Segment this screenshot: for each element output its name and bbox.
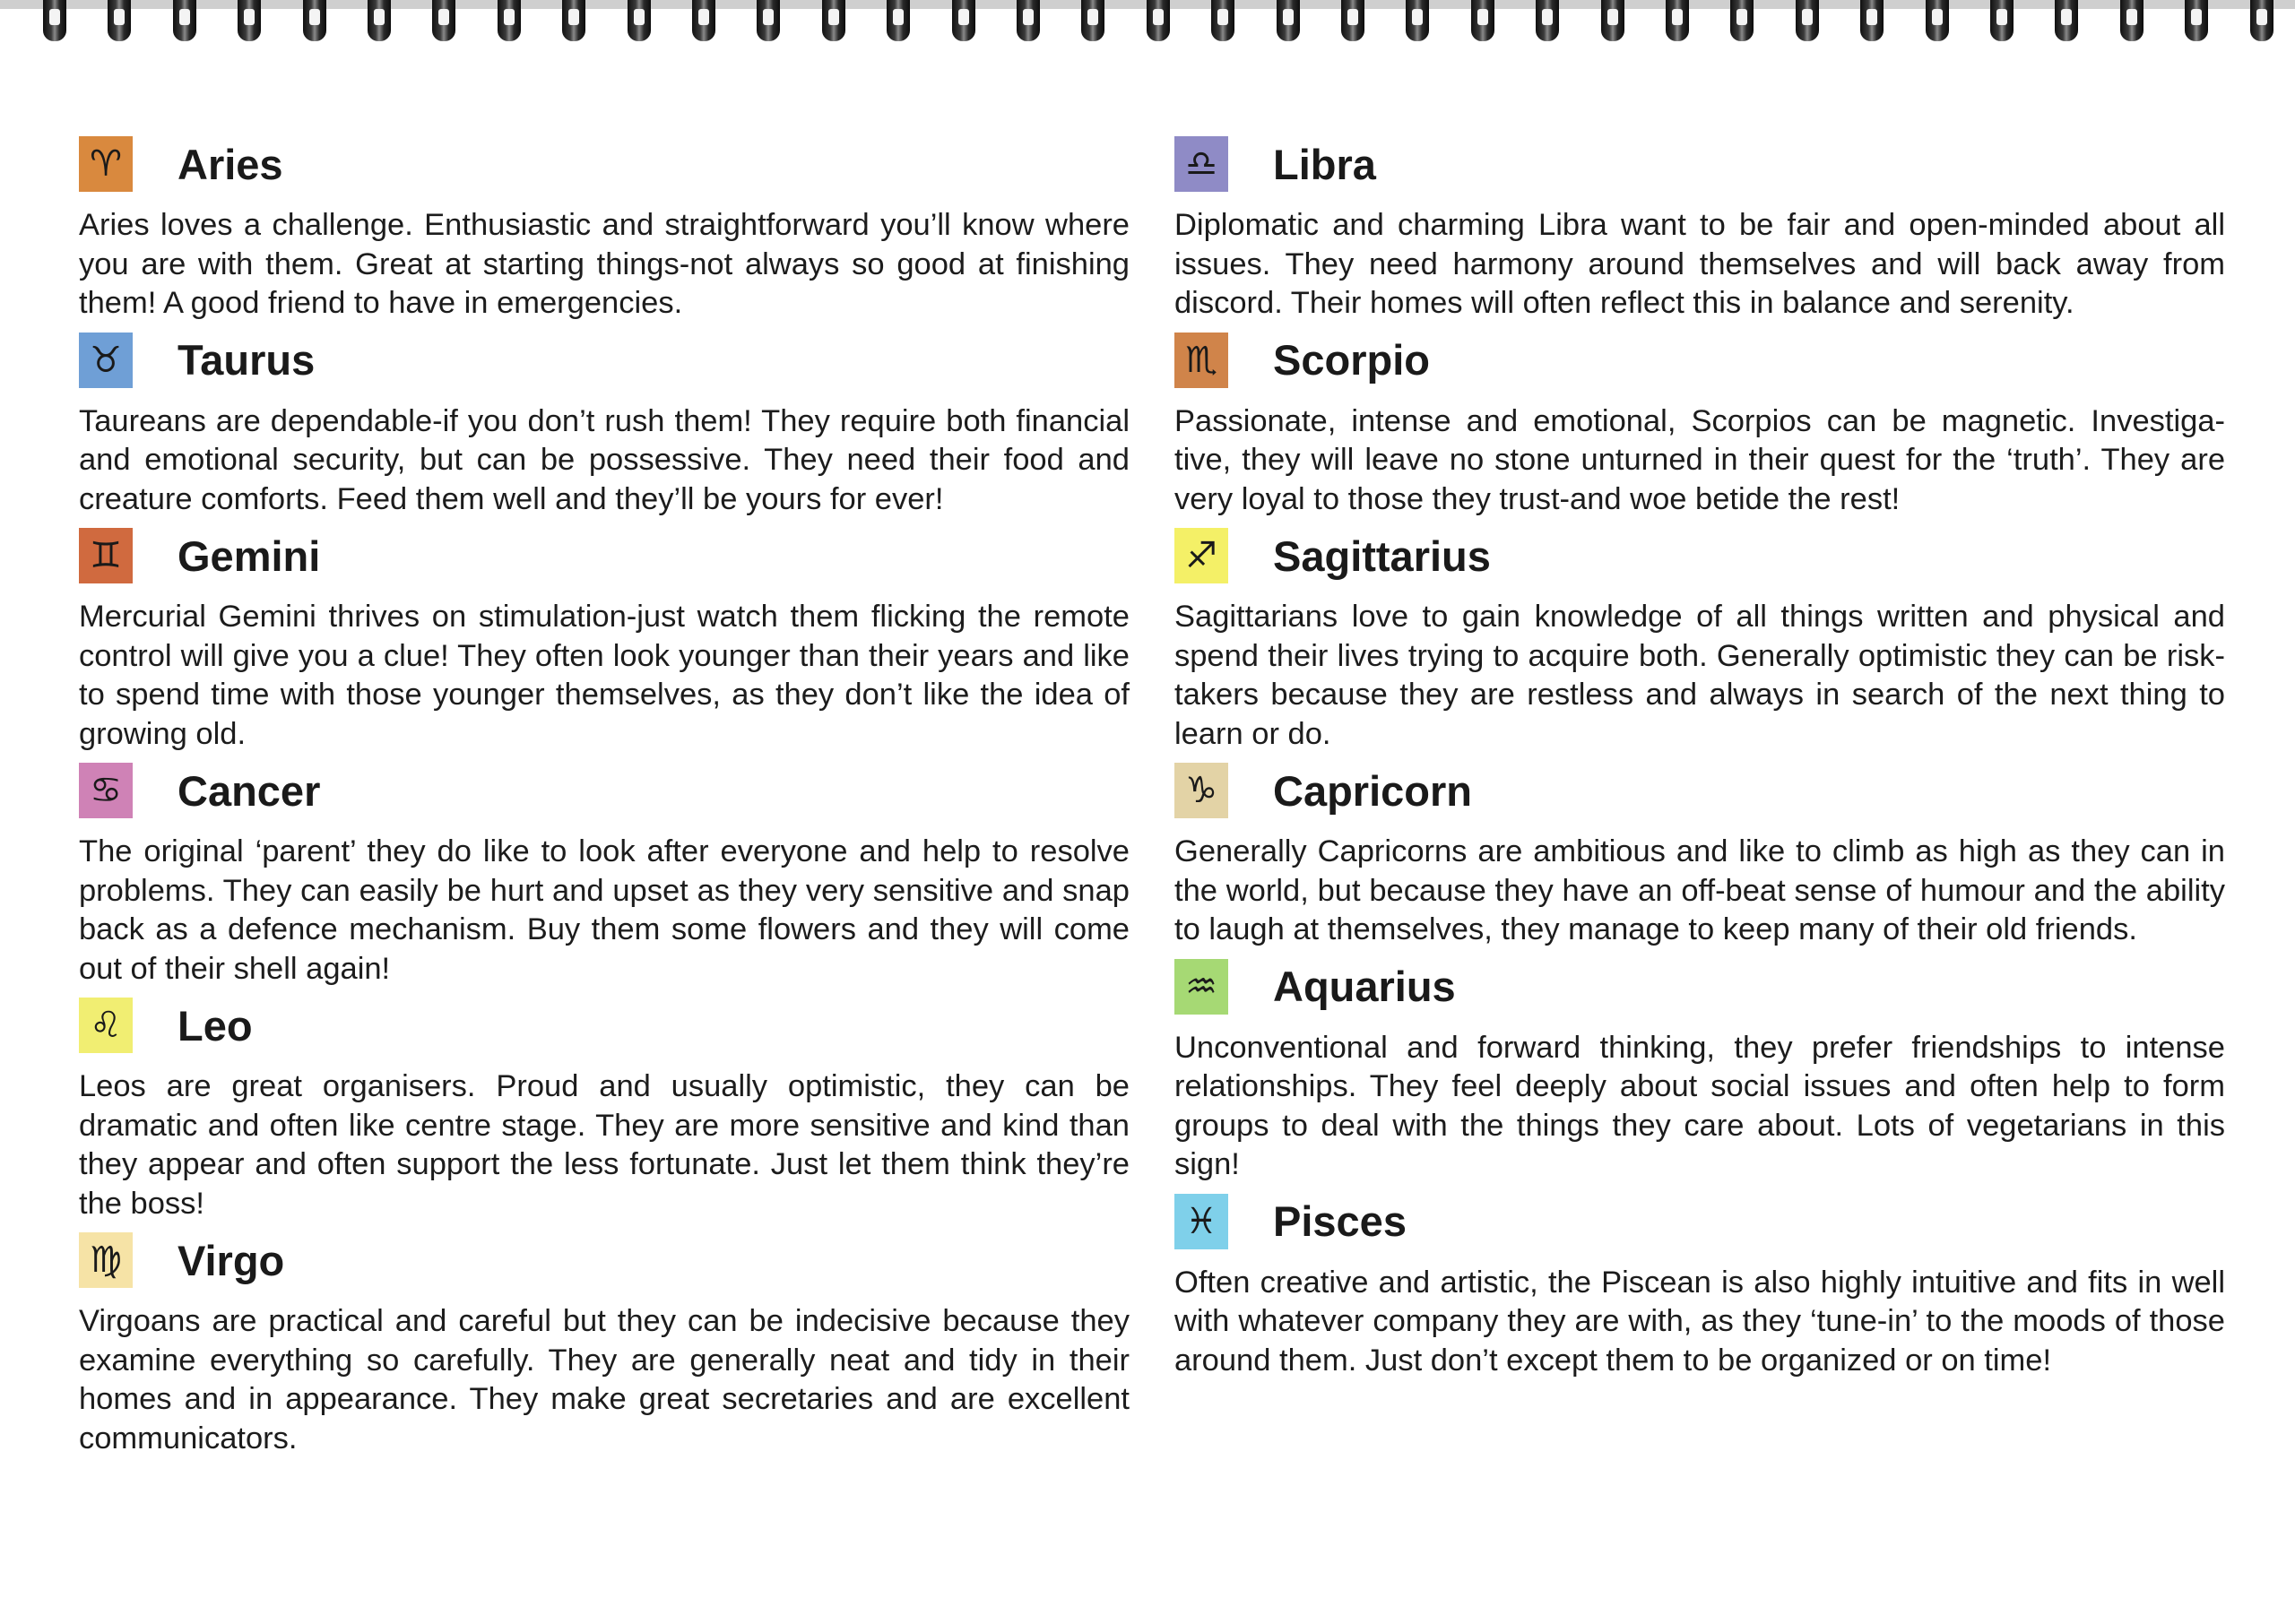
sign-entry-sagittarius xyxy=(1174,526,2225,754)
sign-title: Taurus xyxy=(178,336,316,384)
sign-title: Libra xyxy=(1273,140,1376,188)
binding-ring xyxy=(303,0,326,41)
virgo-icon: ♍ xyxy=(79,1232,133,1288)
sign-header xyxy=(79,331,1130,390)
sign-entry-gemini xyxy=(79,526,1130,754)
sign-entry-virgo xyxy=(79,1231,1130,1458)
sign-header xyxy=(79,134,1130,194)
sign-description: Virgoans are practical and careful but they can be indecisive because they examine everything so carefully. They are generally neat and tidy in their homes and in appearance. They make great secretaries and are excellent communicators. xyxy=(79,1304,1130,1456)
binding-ring xyxy=(692,0,715,41)
sign-header xyxy=(1174,761,2225,820)
sagittarius-icon: ♐ xyxy=(1174,528,1228,583)
binding-ring xyxy=(238,0,261,41)
binding-ring xyxy=(1147,0,1170,41)
sign-title: Leo xyxy=(178,1001,253,1050)
binding-ring xyxy=(1341,0,1364,41)
right-column xyxy=(1174,134,2225,1387)
binding-ring xyxy=(173,0,196,41)
sign-entry-aries xyxy=(79,134,1130,324)
binding-ring xyxy=(2185,0,2208,41)
aquarius-icon: ♒ xyxy=(1174,959,1228,1015)
sign-entry-taurus xyxy=(79,331,1130,520)
aries-icon: ♈ xyxy=(79,136,133,192)
sign-description: Passionate, intense and emotional, Scorpios can be magnetic. Investiga-tive, they will leave no stone unturned in their quest for the ‘truth’. They are very loyal to those they trust-and woe betide the rest! xyxy=(1174,403,2225,516)
binding-ring xyxy=(1666,0,1689,41)
binding-ring xyxy=(1471,0,1494,41)
binding-ring xyxy=(1601,0,1624,41)
binding-ring xyxy=(432,0,455,41)
sign-description: Taureans are dependable-if you don’t rush them! They require both financial and emotional security, but can be possessive. They need their food and creature comforts. Feed them well and they’ll be yours for ever! xyxy=(79,403,1130,516)
sign-entry-scorpio xyxy=(1174,331,2225,520)
sign-header xyxy=(1174,134,2225,194)
binding-ring xyxy=(757,0,780,41)
sign-title: Cancer xyxy=(178,766,321,815)
sign-entry-pisces xyxy=(1174,1192,2225,1381)
sign-entry-aquarius xyxy=(1174,957,2225,1185)
sign-title: Aries xyxy=(178,140,283,188)
sign-description: The original ‘parent’ they do like to look after everyone and help to resolve problems. They can easily be hurt and upset as they very sensitive and snap back as a defence mechanism. Buy them some flowers and they will come out of their shell again! xyxy=(79,834,1130,986)
binding-ring xyxy=(952,0,975,41)
binding-ring xyxy=(1860,0,1884,41)
binding-ring xyxy=(1536,0,1559,41)
sign-header xyxy=(79,996,1130,1055)
binding-ring xyxy=(1017,0,1040,41)
sign-title: Aquarius xyxy=(1273,963,1456,1010)
sign-header xyxy=(79,526,1130,585)
sign-title: Virgo xyxy=(178,1236,285,1284)
scorpio-icon: ♏ xyxy=(1174,333,1228,388)
sign-entry-capricorn xyxy=(1174,761,2225,950)
sign-description: Sagittarians love to gain knowledge of all things written and physical and spend their lives trying to acquire both. Generally optimistic they can be risk-takers because they are restless and always in search of the next thing to learn or do. xyxy=(1174,600,2225,751)
sign-title: Gemini xyxy=(178,531,321,580)
sign-entry-libra xyxy=(1174,134,2225,324)
binding-ring xyxy=(368,0,391,41)
spiral-binding xyxy=(0,0,2295,54)
binding-ring xyxy=(822,0,845,41)
sign-entry-cancer xyxy=(79,761,1130,989)
binding-ring xyxy=(1277,0,1300,41)
sign-description: Mercurial Gemini thrives on stimulation-just watch them flicking the remote control will give you a clue! They often look younger than their years and like to spend time with those younger themselves, as they don’t like the idea of growing old. xyxy=(79,600,1130,751)
sign-title: Pisces xyxy=(1273,1197,1407,1245)
left-column xyxy=(79,134,1130,1465)
sign-description: Unconventional and forward thinking, they prefer friendships to intense relationships. They feel deeply about social issues and often help to form groups to deal with the things they care about. Lots of vegetarians in this sign! xyxy=(1174,1030,2225,1181)
binding-ring xyxy=(1926,0,1949,41)
sign-description: Generally Capricorns are ambitious and like to climb as high as they can in the world, but because they have an off-beat sense of humour and the ability to laugh at themselves, they manage to keep many of their old friends. xyxy=(1174,834,2225,946)
sign-header xyxy=(1174,331,2225,390)
binding-ring xyxy=(43,0,66,41)
taurus-icon: ♉ xyxy=(79,333,133,388)
sign-description: Diplomatic and charming Libra want to be fair and open-minded about all issues. They need harmony around themselves and will back away from discord. Their homes will often reflect this in balance and serenity. xyxy=(1174,208,2225,320)
sign-header xyxy=(79,1231,1130,1290)
sign-header xyxy=(1174,1192,2225,1251)
cancer-icon: ♋ xyxy=(79,763,133,818)
binding-ring xyxy=(887,0,910,41)
binding-ring xyxy=(1406,0,1429,41)
binding-ring xyxy=(1990,0,2014,41)
binding-ring xyxy=(1730,0,1754,41)
binding-ring xyxy=(1796,0,1819,41)
sign-title: Capricorn xyxy=(1273,766,1472,815)
libra-icon: ♎ xyxy=(1174,136,1228,192)
sign-entry-leo xyxy=(79,996,1130,1223)
binding-ring xyxy=(108,0,131,41)
sign-title: Scorpio xyxy=(1273,336,1430,384)
sign-header xyxy=(1174,526,2225,585)
leo-icon: ♌ xyxy=(79,998,133,1053)
pisces-icon: ♓ xyxy=(1174,1194,1228,1249)
binding-ring xyxy=(498,0,521,41)
binding-ring xyxy=(2250,0,2273,41)
binding-ring xyxy=(562,0,585,41)
binding-ring xyxy=(1211,0,1234,41)
binding-ring xyxy=(2055,0,2078,41)
sign-title: Sagittarius xyxy=(1273,531,1491,580)
sign-header xyxy=(1174,957,2225,1016)
sign-description: Often creative and artistic, the Piscean is also highly intuitive and fits in well with whatever company they are with, as they ‘tune-in’ to the moods of those around them. Just don’t except them to be organized or on time! xyxy=(1174,1265,2225,1378)
binding-ring xyxy=(628,0,651,41)
gemini-icon: ♊ xyxy=(79,528,133,583)
binding-ring xyxy=(2120,0,2143,41)
sign-header xyxy=(79,761,1130,820)
binding-ring xyxy=(1081,0,1104,41)
sign-description: Aries loves a challenge. Enthusiastic and straightforward you’ll know where you are with them. Great at starting things-not always so good at finishing them! A good friend to have in emergencies. xyxy=(79,208,1130,320)
sign-description: Leos are great organisers. Proud and usually optimistic, they can be dramatic and often like centre stage. They are more sensitive and kind than they appear and often support the less fortunate. Just let them think they’re the boss! xyxy=(79,1069,1130,1221)
capricorn-icon: ♑ xyxy=(1174,763,1228,818)
